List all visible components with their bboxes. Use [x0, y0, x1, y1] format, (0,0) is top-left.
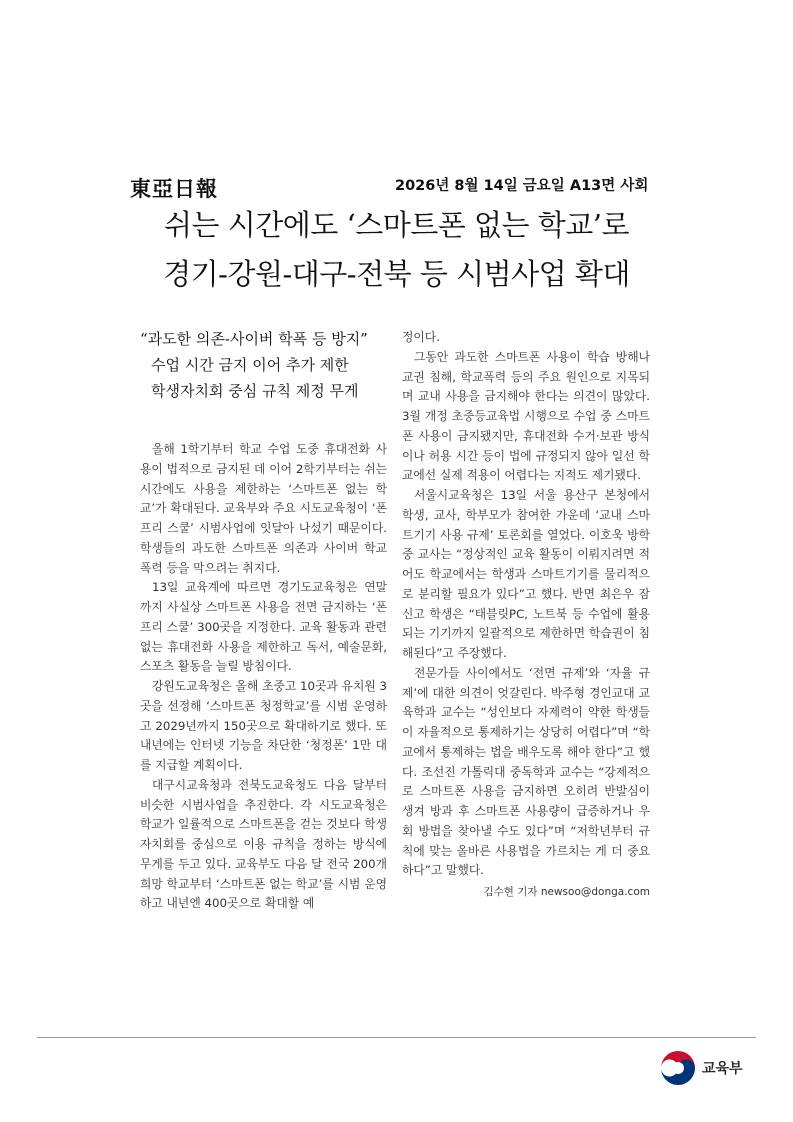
subheadline-2: 수업 시간 금지 이어 추가 제한 [151, 356, 349, 374]
newspaper-masthead: 東亞日報 [130, 176, 218, 201]
subheadline-3: 학생자치회 중심 규칙 제정 무게 [151, 382, 359, 400]
ministry-logo-text: 교육부 [702, 1061, 743, 1077]
subheadline-1: “과도한 의존-사이버 학폭 등 방지” [140, 330, 368, 348]
article-column-left [140, 440, 387, 914]
reporter-byline: 김수현 기자 newsoo@donga.com [483, 886, 650, 898]
taegeuk-emblem-icon [660, 1050, 696, 1086]
ministry-logo [660, 1050, 743, 1086]
article-paragraph: 전문가들 사이에서도 ‘전면 규제’와 ‘자율 규제’에 대한 의견이 엇갈린다. 박주형 경인교대 교육학과 교수는 “성인보다 자제력이 약한 학생들이 자율적으로 통제하기는 상당히 어렵다”며 “학교에서 통제하는 법을 배우도록 해야 한다”고 했다. 조선진 가톨릭대 중독학과 교수는 “강제적으로 스마트폰 사용을 금지하면 오히려 반발심이 생겨 방과 후 스마트폰 사용량이 급증하거나 우회 방법을 찾아낼 수도 있다”며 “저학년부터 규칙에 맞는 올바른 사용법을 가르치는 게 더 중요하다”고 말했다. [402, 665, 650, 878]
article-paragraph: 그동안 과도한 스마트폰 사용이 학습 방해나 교권 침해, 학교폭력 등의 주요 원인으로 지목되며 교내 사용을 금지해야 한다는 의견이 많았다. 3월 개정 초중등교육법 시행으로 수업 중 스마트폰 사용이 금지됐지만, 휴대전화 수거·보관 방식이나 허용 시간 등이 법에 규정되지 않아 일선 학교에선 실제 적용이 어렵다는 지적도 제기됐다. [402, 349, 650, 483]
article-paragraph: 대구시교육청과 전북도교육청도 다음 달부터 비슷한 시범사업을 추진한다. 각 시도교육청은 학교가 일률적으로 스마트폰을 걷는 것보다 학생자치회를 중심으로 이용 규칙을 정하는 방식에 무게를 두고 있다. 교육부도 다음 달 전국 200개 희망 학교부터 ‘스마트폰 없는 학교’를 시범 운영하고 내년엔 400곳으로 확대할 예 [140, 777, 387, 911]
article-paragraph: 강원도교육청은 올해 초중고 10곳과 유치원 3곳을 선정해 ‘스마트폰 청정학교’를 시범 운영하고 2029년까지 150곳으로 확대하기로 했다. 또 내년에는 인터넷 기능을 차단한 ‘청정폰’ 1만 대를 지급할 계획이다. [140, 679, 387, 772]
article-column-right [402, 328, 650, 903]
headline-line-2: 경기-강원-대구-전북 등 시범사업 확대 [163, 257, 630, 291]
article-paragraph: 서울시교육청은 13일 서울 용산구 본청에서 학생, 교사, 학부모가 참여한 가운데 ‘교내 스마트기기 사용 규제’ 토론회를 열었다. 이호욱 방학중 교사는 “정상적인 교육 활동이 이뤄지려면 적어도 학교에서는 학생과 스마트기기를 물리적으로 분리할 필요가 있다”고 했다. 반면 최은우 잠신고 학생은 “태블릿PC, 노트북 등 수업에 활용되는 기기까지 일괄적으로 제한하면 학습권이 침해된다”고 주장했다. [402, 488, 650, 660]
footer-divider [37, 1037, 756, 1038]
article-paragraph-continued: 정이다. [402, 330, 440, 344]
issue-dateline: 2026년 8월 14일 금요일 A13면 사회 [395, 178, 649, 194]
subheadline-block [140, 326, 368, 404]
headline-line-1: 쉬는 시간에도 ‘스마트폰 없는 학교’로 [163, 208, 630, 242]
article-paragraph: 올해 1학기부터 학교 수업 도중 휴대전화 사용이 법적으로 금지된 데 이어 2학기부터는 쉬는 시간에도 사용을 제한하는 ‘스마트폰 없는 학교’가 확대된다. 교육부와 주요 시도교육청이 ‘폰 프리 스쿨’ 시범사업에 잇달아 나섰기 때문이다. 학생들의 과도한 스마트폰 의존과 사이버 학교 폭력 등을 막으려는 취지다. [140, 442, 387, 575]
article-paragraph: 13일 교육계에 따르면 경기도교육청은 연말까지 사실상 스마트폰 사용을 전면 금지하는 ‘폰 프리 스쿨’ 300곳을 지정한다. 교육 활동과 관련 없는 휴대전화 사용을 제한하고 독서, 예술문화, 스포츠 활동을 늘릴 방침이다. [140, 580, 387, 674]
